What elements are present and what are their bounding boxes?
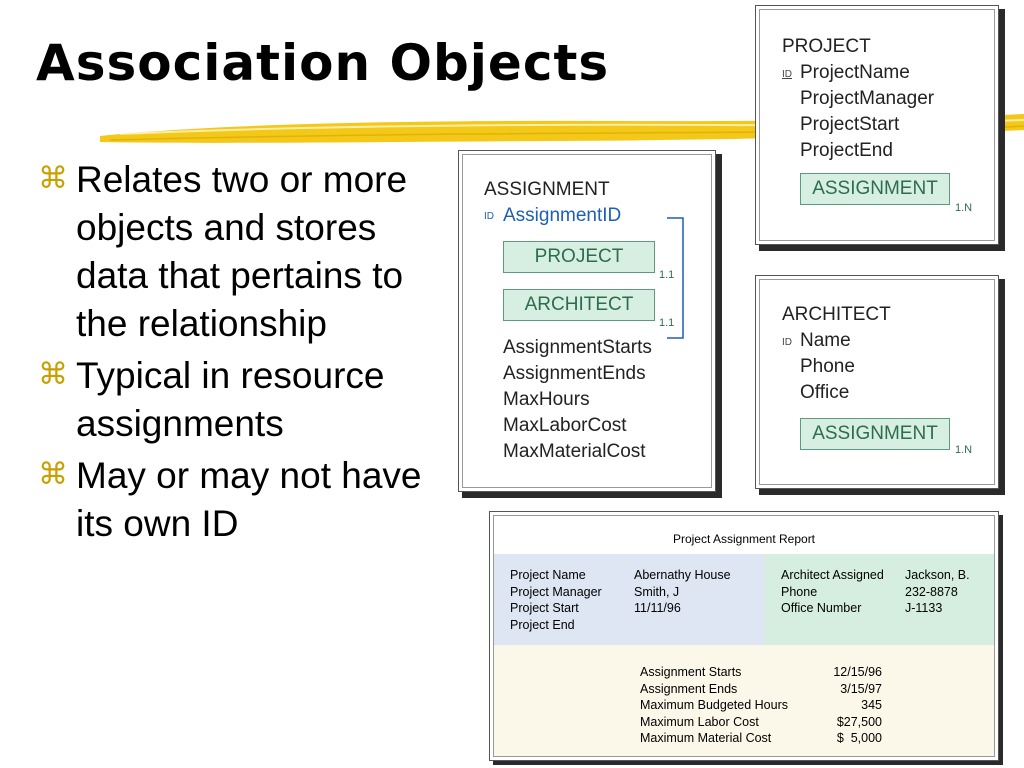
place-of-interest-sign-icon: ⌘: [38, 457, 68, 492]
field-label: Assignment Ends: [640, 681, 738, 696]
attribute: ProjectEnd: [800, 140, 893, 161]
field-value: Abernathy House: [634, 568, 731, 582]
attribute: MaxLaborCost: [503, 415, 627, 436]
slide-title: Association Objects: [36, 34, 610, 92]
bullet-list: [38, 156, 438, 552]
id-attribute: AssignmentID: [503, 205, 622, 226]
field-label: Assignment Starts: [640, 665, 742, 679]
field-label: Phone: [781, 584, 818, 599]
association-box: PROJECT: [503, 241, 655, 273]
attribute: ProjectManager: [800, 88, 935, 109]
attribute: AssignmentEnds: [503, 363, 646, 384]
cardinality-label: 1.1: [659, 269, 675, 281]
attribute: AssignmentStarts: [503, 337, 652, 358]
place-of-interest-sign-icon: ⌘: [38, 357, 68, 392]
report-title: Project Assignment Report: [672, 532, 816, 546]
field-label: Maximum Labor Cost: [640, 714, 759, 729]
attribute: ProjectStart: [800, 114, 900, 135]
field-label: Project Manager: [510, 584, 602, 599]
field-label: Maximum Budgeted Hours: [640, 698, 788, 712]
architect-entity-box: [755, 275, 999, 489]
association-box: ASSIGNMENT: [800, 418, 950, 450]
architect-labels: [781, 567, 884, 617]
project-values: [634, 567, 731, 633]
cardinality-label: 1.1: [659, 317, 675, 329]
field-label: Office Number: [781, 601, 862, 615]
entity-title: ARCHITECT: [782, 304, 891, 325]
cardinality-label: 1.N: [955, 202, 973, 214]
id-tag: ID: [782, 69, 792, 80]
association-box: ASSIGNMENT: [800, 173, 950, 205]
project-assignment-report: [489, 511, 999, 761]
cardinality-label: 1.N: [955, 444, 973, 456]
association-box: ARCHITECT: [503, 289, 655, 321]
field-label: Project Start: [510, 601, 579, 615]
field-value: 3/15/97: [840, 681, 882, 696]
field-value: $27,500: [836, 714, 882, 729]
attribute: MaxHours: [503, 389, 590, 410]
field-value: J-1133: [905, 601, 943, 615]
id-attribute: ProjectName: [800, 62, 910, 83]
field-value: $ 5,000: [836, 731, 882, 745]
bullet-item: [38, 352, 438, 448]
entity-title: ASSIGNMENT: [484, 179, 610, 200]
field-value: 345: [861, 698, 882, 712]
attribute: MaxMaterialCost: [503, 441, 646, 462]
entity-title: PROJECT: [782, 36, 871, 57]
field-value: 232-8878: [905, 584, 958, 599]
project-entity-box: [755, 5, 999, 245]
bullet-text: Relates two or more objects and stores data that pertains to the relationship: [76, 159, 408, 344]
attribute: Phone: [800, 356, 855, 377]
field-label: Project Name: [510, 568, 586, 582]
field-value: Jackson, B.: [905, 568, 970, 582]
field-value: 12/15/96: [833, 665, 882, 679]
id-attribute: Name: [800, 330, 851, 351]
field-label: Maximum Material Cost: [640, 731, 772, 745]
field-value: Smith, J: [634, 584, 680, 599]
bullet-item: [38, 156, 438, 348]
architect-values: [905, 567, 970, 617]
field-value: 11/11/96: [634, 601, 681, 615]
assignment-values: [812, 664, 882, 747]
bullet-item: [38, 452, 438, 548]
id-tag: ID: [484, 211, 494, 222]
assignment-entity-box: [458, 150, 716, 492]
field-label: Architect Assigned: [781, 568, 884, 582]
attribute: Office: [800, 382, 850, 403]
place-of-interest-sign-icon: ⌘: [38, 161, 68, 196]
id-tag: ID: [782, 337, 792, 348]
field-value: [634, 617, 731, 634]
id-bracket: [665, 216, 687, 341]
bullet-text: May or may not have its own ID: [76, 455, 422, 544]
bullet-text: Typical in resource assignments: [76, 355, 385, 444]
field-label: Project End: [510, 617, 575, 632]
assignment-labels: [640, 664, 788, 747]
project-labels: [510, 567, 602, 633]
